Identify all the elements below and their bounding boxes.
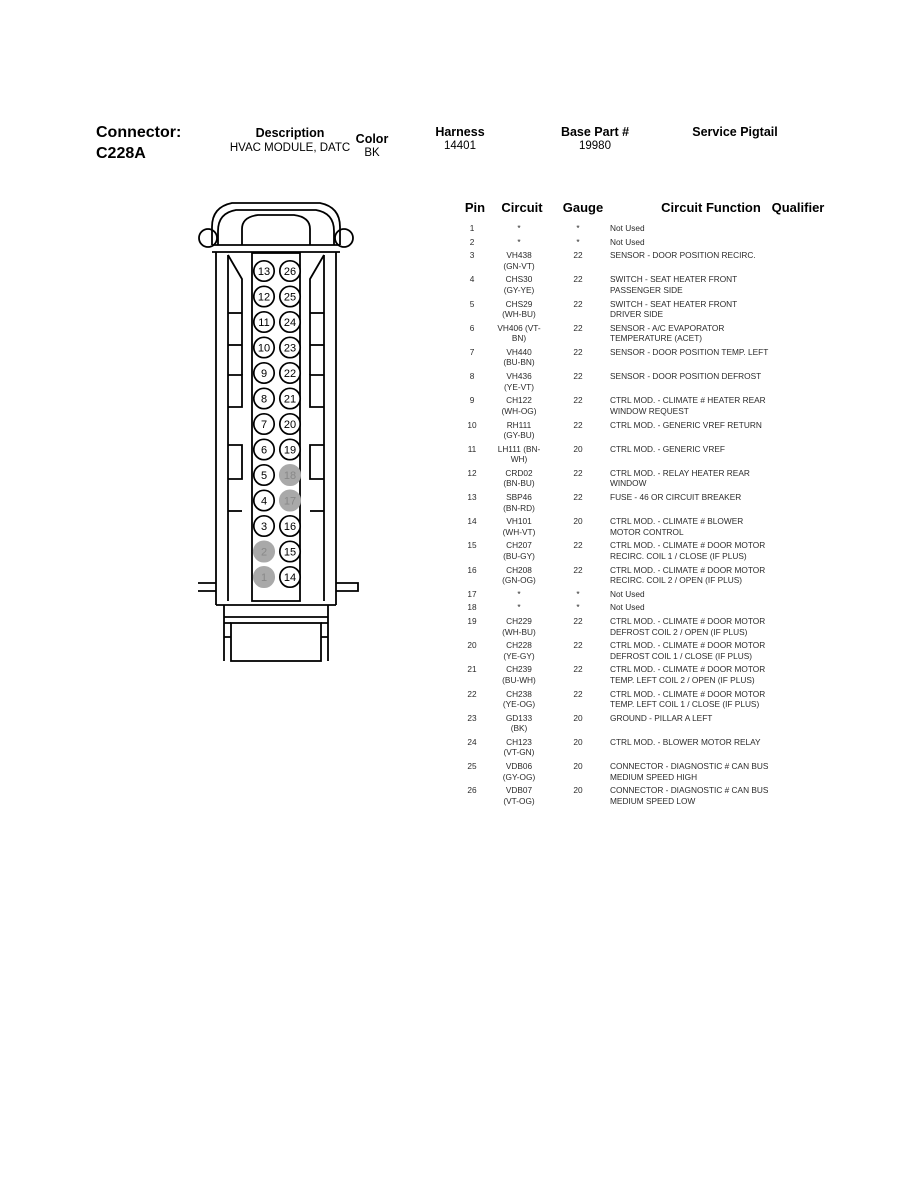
cell-circuit-color: (WH-OG) (501, 405, 537, 416)
pin-circle-6 (254, 439, 274, 459)
pin-circle-1 (254, 567, 274, 587)
table-row (448, 640, 868, 663)
cell-gauge: 22 (573, 540, 583, 551)
cell-gauge: 20 (573, 736, 583, 747)
cell-circuit: VDB06 (GY-OG) (488, 761, 550, 782)
cell-gauge: 22 (573, 492, 583, 503)
table-row (448, 468, 868, 491)
cell-gauge: 22 (573, 250, 583, 261)
pin-circle-15 (280, 541, 300, 561)
cell-pin: 4 (469, 274, 475, 285)
header-connector (96, 124, 226, 164)
pin-circle-25 (280, 286, 300, 306)
cell-circuit: * (517, 236, 521, 247)
cell-gauge: 20 (573, 516, 583, 527)
cell-gauge: 22 (573, 274, 583, 285)
svg-text:8: 8 (260, 393, 268, 406)
cell-pin: 14 (467, 516, 477, 527)
cell-circuit: CH239 (BU-WH) (488, 664, 550, 685)
cell-circuit-function: SENSOR - A/C EVAPORATOR TEMPERATURE (ACET) (610, 322, 725, 344)
svg-text:15: 15 (283, 546, 297, 559)
cell-circuit: GD133 (BK) (488, 713, 550, 734)
svg-text:21: 21 (283, 393, 297, 406)
pin-circle-11 (254, 312, 274, 332)
cell-circuit-function: Not Used (610, 236, 645, 247)
cell-circuit-function: CTRL MOD. - BLOWER MOTOR RELAY (610, 736, 761, 747)
cell-circuit: VH101 (WH-VT) (488, 516, 550, 537)
cell-circuit-function: CTRL MOD. - CLIMATE # DOOR MOTOR DEFROST COIL 2 / OPEN (IF PLUS) (610, 616, 766, 637)
cell-pin: 16 (467, 564, 477, 575)
table-row (448, 785, 868, 808)
cell-circuit-function: Not Used (610, 223, 645, 233)
pin-circle-14 (280, 567, 300, 587)
cell-circuit-color: (BU-BN) (503, 357, 535, 368)
table-row (448, 761, 868, 784)
service-pigtail-label: Service Pigtail (692, 125, 778, 139)
cell-gauge: 22 (573, 640, 583, 651)
cell-gauge: * (576, 223, 580, 233)
cell-circuit-function: SENSOR - DOOR POSITION RECIRC. (610, 250, 756, 261)
cell-circuit: * (517, 602, 521, 613)
cell-circuit-color: (WH-BU) (502, 626, 536, 637)
pin-table-body (448, 223, 868, 809)
cell-circuit: CH123 (VT-GN) (488, 737, 550, 758)
cell-circuit-color: (GY-OG) (502, 771, 536, 782)
cell-circuit-function: CTRL MOD. - CLIMATE # DOOR MOTOR DEFROST COIL 1 / CLOSE (IF PLUS) (610, 640, 766, 661)
cell-pin: 15 (467, 540, 477, 551)
cell-circuit-function: CONNECTOR - DIAGNOSTIC # CAN BUS MEDIUM SPEED LOW (610, 785, 769, 806)
table-row (448, 371, 868, 394)
svg-text:5: 5 (260, 469, 268, 482)
table-row (448, 516, 868, 539)
pin-circle-19 (280, 439, 300, 459)
cell-circuit-function: CTRL MOD. - GENERIC VREF (610, 443, 725, 454)
color-value: BK (364, 146, 380, 159)
cell-circuit: VH438 (GN-VT) (488, 250, 550, 271)
table-row (448, 737, 868, 760)
cell-pin: 25 (467, 761, 477, 772)
cell-gauge: 22 (573, 419, 583, 430)
svg-text:7: 7 (260, 418, 268, 431)
pin-circle-24 (280, 312, 300, 332)
cell-gauge: 20 (573, 443, 583, 454)
cell-pin: 5 (469, 298, 475, 309)
table-row (448, 444, 868, 467)
cell-circuit-function: CTRL MOD. - CLIMATE # BLOWER MOTOR CONTROL (610, 516, 744, 537)
column-header-qualifier: Qualifier (771, 200, 825, 215)
cell-circuit-color: (YE-GY) (503, 650, 535, 661)
connector-diagram (198, 193, 388, 673)
table-row (448, 589, 868, 602)
cell-circuit: CH122 (WH-OG) (488, 395, 550, 416)
cell-circuit-function: Not Used (610, 588, 645, 599)
pin-circle-20 (280, 414, 300, 434)
cell-circuit: RH111 (GY-BU) (488, 420, 550, 441)
svg-text:11: 11 (258, 316, 270, 329)
table-row (448, 492, 868, 515)
cell-circuit: LH111 (BN- WH) (488, 444, 550, 465)
svg-text:16: 16 (283, 520, 297, 533)
pin-table (448, 200, 868, 810)
pin-circle-3 (254, 516, 274, 536)
table-row (448, 395, 868, 418)
svg-text:10: 10 (257, 342, 271, 355)
svg-text:2: 2 (260, 546, 268, 559)
table-row (448, 420, 868, 443)
cell-pin: 13 (467, 492, 477, 503)
cell-circuit: * (517, 223, 521, 233)
table-row (448, 223, 868, 236)
header-harness (405, 125, 515, 153)
cell-pin: 24 (467, 736, 477, 747)
svg-text:26: 26 (283, 265, 297, 278)
cell-pin: 20 (467, 640, 477, 651)
pin-circle-13 (254, 261, 274, 281)
column-header-circuit: Circuit (501, 200, 543, 215)
cell-circuit: CH238 (YE-OG) (488, 689, 550, 710)
cell-circuit: CH229 (WH-BU) (488, 616, 550, 637)
pin-circle-26 (280, 261, 300, 281)
description-value: HVAC MODULE, DATC (229, 141, 351, 154)
connector-label: Connector: (96, 124, 182, 141)
table-row (448, 565, 868, 588)
cell-circuit: CHS29 (WH-BU) (488, 299, 550, 320)
cell-gauge: * (576, 588, 580, 599)
cell-gauge: 22 (573, 688, 583, 699)
cell-gauge: 22 (573, 371, 583, 382)
svg-text:20: 20 (283, 418, 297, 431)
cell-circuit-color: (BN-BU) (503, 478, 535, 489)
description-label: Description (255, 126, 325, 140)
pin-circle-7 (254, 414, 274, 434)
cell-circuit-color: (BN-RD) (503, 502, 535, 513)
cell-circuit-color: (BU-WH) (502, 674, 536, 685)
pin-table-header-row (448, 200, 868, 220)
cell-circuit-function: CTRL MOD. - CLIMATE # DOOR MOTOR RECIRC. COIL 2 / OPEN (IF PLUS) (610, 564, 766, 586)
connector-header (0, 124, 918, 184)
cell-circuit-color: (WH-BU) (502, 309, 536, 320)
cell-pin: 21 (467, 664, 477, 675)
cell-pin: 23 (467, 712, 477, 723)
cell-circuit-color: WH) (510, 454, 528, 465)
pin-circle-10 (254, 337, 274, 357)
base-part-label: Base Part # (560, 125, 630, 139)
cell-circuit-color: (BK) (510, 723, 528, 734)
cell-pin: 8 (469, 371, 475, 382)
cell-gauge: 22 (573, 395, 583, 406)
cell-circuit-color: (GN-VT) (503, 260, 535, 271)
svg-text:23: 23 (283, 342, 297, 355)
svg-text:14: 14 (283, 571, 297, 584)
cell-gauge: 20 (573, 712, 583, 723)
cell-pin: 26 (467, 785, 477, 796)
column-header-gauge: Gauge (562, 200, 604, 215)
cell-pin: 12 (467, 467, 477, 478)
cell-circuit-function: SWITCH - SEAT HEATER FRONT DRIVER SIDE (610, 298, 738, 320)
cell-gauge: 22 (573, 616, 583, 626)
pin-circle-12 (254, 286, 274, 306)
table-row (448, 713, 868, 736)
connector-id: C228A (96, 144, 146, 162)
cell-pin: 18 (467, 602, 477, 613)
cell-circuit-function: SENSOR - DOOR POSITION DEFROST (610, 371, 762, 382)
header-base-part (525, 125, 665, 153)
pin-circle-16 (280, 516, 300, 536)
svg-text:25: 25 (283, 291, 297, 304)
column-header-function: Circuit Function (661, 200, 761, 215)
cell-circuit: CHS30 (GY-YE) (488, 274, 550, 295)
pin-circle-layer (198, 193, 388, 673)
cell-circuit: VH436 (YE-VT) (488, 371, 550, 392)
cell-circuit-function: CTRL MOD. - RELAY HEATER REAR WINDOW (610, 467, 750, 489)
pin-circle-4 (254, 490, 274, 510)
column-header-pin: Pin (464, 200, 486, 215)
pin-circle-21 (280, 388, 300, 408)
color-label: Color (355, 132, 389, 146)
svg-text:24: 24 (283, 316, 297, 329)
header-color (340, 132, 404, 160)
table-row (448, 250, 868, 273)
cell-pin: 22 (467, 688, 477, 699)
svg-text:22: 22 (283, 367, 297, 380)
cell-circuit-function: Not Used (610, 602, 645, 613)
svg-text:4: 4 (260, 495, 268, 508)
svg-text:9: 9 (260, 367, 268, 380)
cell-pin: 1 (469, 223, 475, 233)
cell-circuit: CH228 (YE-GY) (488, 640, 550, 661)
cell-gauge: 22 (573, 298, 583, 309)
pin-circle-8 (254, 388, 274, 408)
table-row (448, 616, 868, 639)
pin-circle-9 (254, 363, 274, 383)
cell-circuit-function: SENSOR - DOOR POSITION TEMP. LEFT (610, 346, 769, 357)
cell-circuit-function: CTRL MOD. - CLIMATE # DOOR MOTOR TEMP. LEFT COIL 2 / OPEN (IF PLUS) (610, 664, 766, 685)
cell-circuit-color: BN) (511, 333, 527, 344)
cell-pin: 6 (469, 322, 475, 333)
table-row (448, 299, 868, 322)
table-row (448, 540, 868, 563)
pin-circle-22 (280, 363, 300, 383)
cell-circuit-function: FUSE - 46 OR CIRCUIT BREAKER (610, 492, 742, 503)
pin-circle-5 (254, 465, 274, 485)
header-service-pigtail (665, 125, 805, 140)
svg-text:1: 1 (260, 571, 268, 584)
cell-circuit-color: (YE-OG) (502, 699, 536, 710)
cell-circuit: * (517, 588, 521, 599)
cell-circuit-color: (BU-GY) (503, 550, 535, 561)
harness-label: Harness (435, 125, 485, 139)
cell-circuit-function: CTRL MOD. - CLIMATE # DOOR MOTOR RECIRC. COIL 1 / CLOSE (IF PLUS) (610, 540, 766, 561)
cell-gauge: 20 (573, 761, 583, 772)
pin-circle-23 (280, 337, 300, 357)
cell-pin: 10 (467, 419, 477, 430)
table-row (448, 347, 868, 370)
table-row (448, 323, 868, 346)
svg-text:6: 6 (260, 444, 268, 457)
cell-circuit: CRD02 (BN-BU) (488, 468, 550, 489)
cell-circuit-function: CTRL MOD. - GENERIC VREF RETURN (610, 419, 762, 430)
cell-circuit: CH208 (GN-OG) (488, 565, 550, 586)
cell-circuit-color: (GY-BU) (503, 430, 535, 441)
cell-circuit: VH406 (VT- BN) (488, 323, 550, 344)
base-part-value: 19980 (579, 139, 611, 152)
table-row (448, 274, 868, 297)
cell-gauge: 20 (573, 785, 583, 796)
cell-circuit-color: (GN-OG) (502, 575, 536, 586)
cell-circuit-color: (WH-VT) (502, 526, 536, 537)
cell-pin: 7 (469, 346, 475, 357)
cell-circuit-function: SWITCH - SEAT HEATER FRONT PASSENGER SIDE (610, 274, 738, 295)
cell-circuit-function: CONNECTOR - DIAGNOSTIC # CAN BUS MEDIUM SPEED HIGH (610, 761, 769, 782)
cell-pin: 2 (469, 236, 475, 247)
cell-gauge: 22 (573, 346, 583, 357)
cell-circuit-function: CTRL MOD. - CLIMATE # DOOR MOTOR TEMP. LEFT COIL 1 / CLOSE (IF PLUS) (610, 688, 766, 710)
svg-text:12: 12 (257, 291, 271, 304)
pin-circle-17 (280, 490, 300, 510)
cell-circuit: VH440 (BU-BN) (488, 347, 550, 368)
cell-gauge: 22 (573, 322, 583, 333)
cell-pin: 19 (467, 616, 477, 626)
harness-value: 14401 (444, 139, 476, 152)
cell-gauge: 22 (573, 664, 583, 675)
cell-circuit-color: (VT-OG) (503, 795, 535, 806)
cell-circuit: SBP46 (BN-RD) (488, 492, 550, 513)
cell-gauge: * (576, 236, 580, 247)
cell-pin: 17 (467, 588, 477, 599)
cell-circuit: VDB07 (VT-OG) (488, 785, 550, 806)
cell-circuit-function: CTRL MOD. - CLIMATE # HEATER REAR WINDOW REQUEST (610, 395, 766, 416)
pin-circle-18 (280, 465, 300, 485)
cell-circuit-color: (YE-VT) (504, 381, 534, 392)
cell-pin: 9 (469, 395, 475, 406)
cell-circuit-color: (GY-YE) (503, 284, 535, 295)
table-row (448, 602, 868, 615)
svg-text:3: 3 (260, 520, 268, 533)
table-row (448, 664, 868, 687)
table-row (448, 237, 868, 250)
svg-text:18: 18 (283, 469, 297, 482)
cell-circuit-color: (VT-GN) (503, 747, 535, 758)
svg-text:17: 17 (283, 495, 297, 508)
cell-pin: 11 (467, 443, 477, 454)
svg-text:13: 13 (257, 265, 271, 278)
cell-pin: 3 (469, 250, 475, 261)
svg-text:19: 19 (283, 444, 297, 457)
cell-gauge: * (576, 602, 580, 613)
pin-circle-2 (254, 541, 274, 561)
cell-gauge: 22 (573, 564, 583, 575)
cell-circuit-function: GROUND - PILLAR A LEFT (610, 712, 713, 723)
table-row (448, 689, 868, 712)
cell-circuit: CH207 (BU-GY) (488, 540, 550, 561)
cell-gauge: 22 (573, 467, 583, 478)
